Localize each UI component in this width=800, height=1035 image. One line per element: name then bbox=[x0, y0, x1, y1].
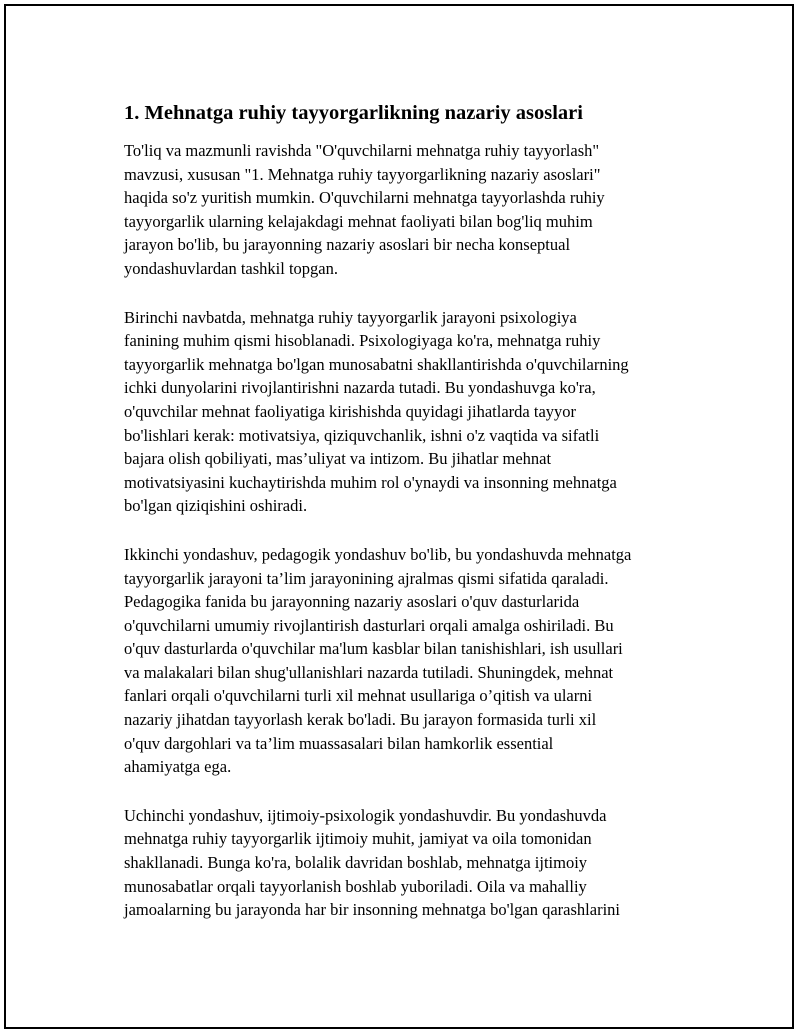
text-line: o'quv dasturlarda o'quvchilar ma'lum kasblar bilan tanishishlari, ish usullari bbox=[124, 639, 623, 659]
paragraph-list bbox=[124, 139, 704, 922]
text-line: jarayon bo'lib, bu jarayonning nazariy asoslari bir necha konseptual bbox=[124, 235, 571, 255]
text-line: tayyorgarlik ularning kelajakdagi mehnat faoliyati bilan bog'liq muhim bbox=[124, 211, 593, 231]
text-line: o'quv dargohlari va ta’lim muassasalari bilan hamkorlik essential bbox=[124, 733, 554, 753]
text-line: ahamiyatga ega. bbox=[124, 757, 232, 777]
body-paragraph bbox=[124, 139, 704, 281]
text-line: mavzusi, xususan "1. Mehnatga ruhiy tayyorgarlikning nazariy asoslari" bbox=[124, 164, 601, 184]
text-line: fanining muhim qismi hisoblanadi. Psixologiyaga ko'ra, mehnatga ruhiy bbox=[124, 331, 601, 351]
body-paragraph bbox=[124, 306, 704, 518]
text-line: o'quvchilarni umumiy rivojlantirish dasturlari orqali amalga oshiriladi. Bu bbox=[124, 615, 614, 635]
document-body bbox=[124, 100, 704, 947]
text-line: tayyorgarlik jarayoni ta’lim jarayonining ajralmas qismi sifatida qaraladi. bbox=[124, 568, 609, 588]
text-line: nazariy jihatdan tayyorlash kerak bo'ladi. Bu jarayon formasida turli xil bbox=[124, 710, 597, 730]
text-line: jamoalarning bu jarayonda har bir insonning mehnatga bo'lgan qarashlarini bbox=[124, 900, 620, 920]
text-line: o'quvchilar mehnat faoliyatiga kirishishda quyidagi jihatlarda tayyor bbox=[124, 401, 577, 421]
text-line: haqida so'z yuritish mumkin. O'quvchilarni mehnatga tayyorlashda ruhiy bbox=[124, 188, 605, 208]
text-line: Uchinchi yondashuv, ijtimoiy-psixologik yondashuvdir. Bu yondashuvda bbox=[124, 805, 607, 825]
text-line: tayyorgarlik mehnatga bo'lgan munosabatni shakllantirishda o'quvchilarning bbox=[124, 354, 629, 374]
text-line: mehnatga ruhiy tayyorgarlik ijtimoiy muhit, jamiyat va oila tomonidan bbox=[124, 829, 592, 849]
text-line: bajara olish qobiliyati, mas’uliyat va intizom. Bu jihatlar mehnat bbox=[124, 449, 552, 469]
text-line: To'liq va mazmunli ravishda "O'quvchilarni mehnatga ruhiy tayyorlash" bbox=[124, 141, 600, 160]
text-line: Pedagogika fanida bu jarayonning nazariy asoslari o'quv dasturlarida bbox=[124, 592, 580, 612]
text-line: motivatsiyasini kuchaytirishda muhim rol o'ynaydi va insonning mehnatga bbox=[124, 472, 617, 492]
text-line: shakllanadi. Bunga ko'ra, bolalik davridan boshlab, mehnatga ijtimoiy bbox=[124, 853, 588, 873]
section-heading: 1. Mehnatga ruhiy tayyorgarlikning nazariy asoslari bbox=[124, 102, 583, 124]
text-line: munosabatlar orqali tayyorlanish boshlab yuboriladi. Oila va mahalliy bbox=[124, 876, 587, 896]
text-line: ichki dunyolarini rivojlantirishni nazarda tutadi. Bu yondashuvga ko'ra, bbox=[124, 378, 596, 398]
page-border bbox=[4, 4, 794, 1029]
body-paragraph bbox=[124, 543, 704, 779]
text-line: yondashuvlardan tashkil topgan. bbox=[124, 258, 339, 278]
text-line: Birinchi navbatda, mehnatga ruhiy tayyorgarlik jarayoni psixologiya bbox=[124, 307, 577, 327]
text-line: bo'lgan qiziqishini oshiradi. bbox=[124, 496, 308, 516]
text-line: fanlari orqali o'quvchilarni turli xil mehnat usullariga o’qitish va ularni bbox=[124, 686, 593, 706]
text-line: Ikkinchi yondashuv, pedagogik yondashuv bo'lib, bu yondashuvda mehnatga bbox=[124, 544, 632, 564]
text-line: bo'lishlari kerak: motivatsiya, qiziquvchanlik, ishni o'z vaqtida va sifatli bbox=[124, 425, 600, 445]
text-line: va malakalari bilan shug'ullanishlari nazarda tutiladi. Shuningdek, mehnat bbox=[124, 662, 614, 682]
body-paragraph bbox=[124, 804, 704, 922]
